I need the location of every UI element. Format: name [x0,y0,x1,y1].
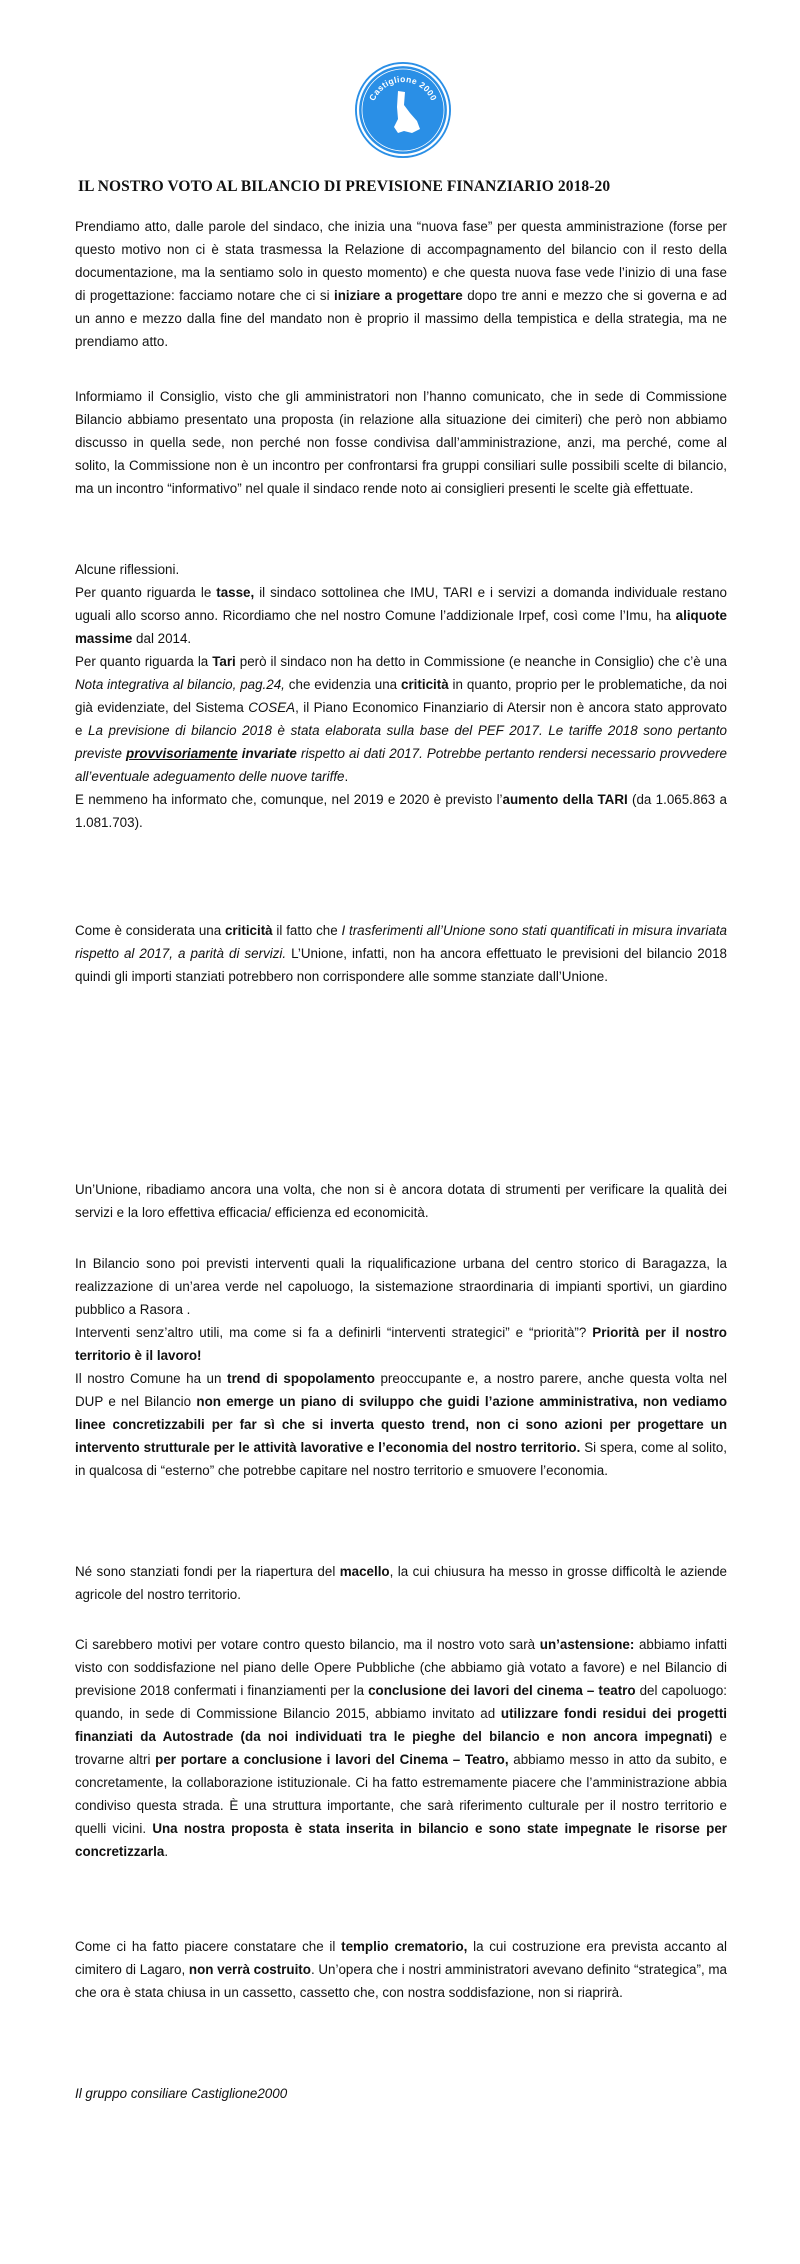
paragraph-interventi: In Bilancio sono poi previsti interventi quali la riqualificazione urbana del centro storico di Baragazza, la realizzazione di un’area verde nel capoluogo, la sistemazione straordinaria di impianti sportivi, un giardino pubblico a Rasora . Interventi senz’altro utili, ma come si fa a definirli “interventi strategici” e “priorità”? Priorità per il nostro territorio è il lavoro! Il nostro Comune ha un trend di spopolamento preoccupante e, a nostro parere, anche questa volta nel DUP e nel Bilancio non emerge un piano di sviluppo che guidi l’azione amministrativa, non vediamo linee concretizzabili per far sì che si inverta questo trend, non ci sono azioni per progettare un intervento strutturale per le attività lavorative e l’economia del nostro territorio. Si spera, come al solito, in qualcosa di “esterno” che potrebbe capitare nel nostro territorio e smuovere l’economia. [75,1256,728,1478]
paragraph-crematorio: Come ci ha fatto piacere constatare che il templio crematorio, la cui costruzione era prevista accanto al cimitero di Lagaro, non verrà costruito. Un’opera che i nostri amministratori avevano definito “strategica”, ma che ora è stata chiusa in un cassetto, cassetto che, con nostra soddisfazione, non si riaprirà. [75,1939,728,2000]
signature: Il gruppo consiliare Castiglione2000 [75,2086,288,2101]
logo-emblem [354,61,452,159]
paragraph-astensione: Ci sarebbero motivi per votare contro questo bilancio, ma il nostro voto sarà un’astensione: abbiamo infatti visto con soddisfazione nel piano delle Opere Pubbliche (che abbiamo già votato a favore) e nel Bilancio di previsione 2018 confermati i finanziamenti per la conclusione dei lavori del cinema – teatro del capoluogo: quando, in sede di Commissione Bilancio 2015, abbiamo invitato ad utilizzare fondi residui dei progetti finanziati da Autostrade (da noi individuati tra le pieghe del bilancio e non ancora impegnati) e trovarne altri per portare a conclusione i lavori del Cinema – Teatro, abbiamo messo in atto da subito, e concretamente, la collaborazione istituzionale. Ci ha fatto estremamente piacere che l’amministrazione abbia condiviso questa strada. È una struttura importante, che sarà riferimento culturale per il nostro territorio e quelli vicini. Una nostra proposta è stata inserita in bilancio e sono state impegnate le risorse per concretizzarla. [75,1637,728,1859]
page-title: IL NOSTRO VOTO AL BILANCIO DI PREVISIONE FINANZIARIO 2018-20 [78,178,611,195]
paragraph-riflessioni: Alcune riflessioni. Per quanto riguarda le tasse, il sindaco sottolinea che IMU, TARI e i servizi a domanda individuale restano uguali allo scorso anno. Ricordiamo che nel nostro Comune l’addizionale Irpef, così come l’Imu, ha aliquote massime dal 2014. Per quanto riguarda la Tari però il sindaco non ha detto in Commissione (e neanche in Consiglio) che c’è una Nota integrativa al bilancio, pag.24, che evidenzia una criticità in quanto, proprio per le problematiche, da noi già evidenziate, del Sistema COSEA, il Piano Economico Finanziario di Atersir non è ancora stato approvato e La previsione di bilancio 2018 è stata elaborata sulla base del PEF 2017. Le tariffe 2018 sono pertanto previste provvisoriamente invariate rispetto ai dati 2017. Potrebbe pertanto rendersi necessario provvedere all’eventuale adeguamento delle nuove tariffe. E nemmeno ha informato che, comunque, nel 2019 e 2020 è previsto l’aumento della TARI (da 1.065.863 a 1.081.703). [75,562,728,830]
logo-text: Castiglione 2000 [366,73,440,103]
paragraph-unione-criticita: Come è considerata una criticità il fatto che I trasferimenti all’Unione sono stati quantificati in misura invariata rispetto al 2017, a parità di servizi. L’Unione, infatti, non ha ancora effettuato le previsioni del bilancio 2018 quindi gli importi stanziati potrebbero non corrispondere alle somme stanziate dall’Unione. [75,923,727,984]
paragraph-unione-strumenti: Un’Unione, ribadiamo ancora una volta, che non si è ancora dotata di strumenti per verificare la qualità dei servizi e la loro effettiva efficacia/ efficienza ed economicità. [75,1182,727,1220]
paragraph-macello: Né sono stanziati fondi per la riapertura del macello, la cui chiusura ha messo in grosse difficoltà le aziende agricole del nostro territorio. [75,1564,727,1602]
paragraph-commissione: Informiamo il Consiglio, visto che gli amministratori non l’hanno comunicato, che in sede di Commissione Bilancio abbiamo presentato una proposta (in relazione alla situazione dei cimiteri) che però non abbiamo discusso in quella sede, non perché non fosse condivisa dall’amministrazione, anzi, ma perché, come al solito, la Commissione non è un incontro per confrontarsi fra gruppi consiliari sulle possibili scelte di bilancio, ma un incontro “informativo” nel quale il sindaco rende noto ai consiglieri presenti le scelte già effettuate. [75,389,727,496]
paragraph-nuova-fase: Prendiamo atto, dalle parole del sindaco, che inizia una “nuova fase” per questa amministrazione (forse per questo motivo non ci è stata trasmessa la Relazione di accompagnamento del bilancio con il resto della documentazione, ma la sentiamo solo in questo momento) e che questa nuova fase vede l’inizio di una fase di progettazione: facciamo notare che ci si iniziare a progettare dopo tre anni e mezzo che si governa e ad un anno e mezzo dalla fine del mandato non è proprio il massimo della tempistica e della strategia, ma ne prendiamo atto. [75,219,727,349]
castiglione-2000-logo [354,61,452,159]
